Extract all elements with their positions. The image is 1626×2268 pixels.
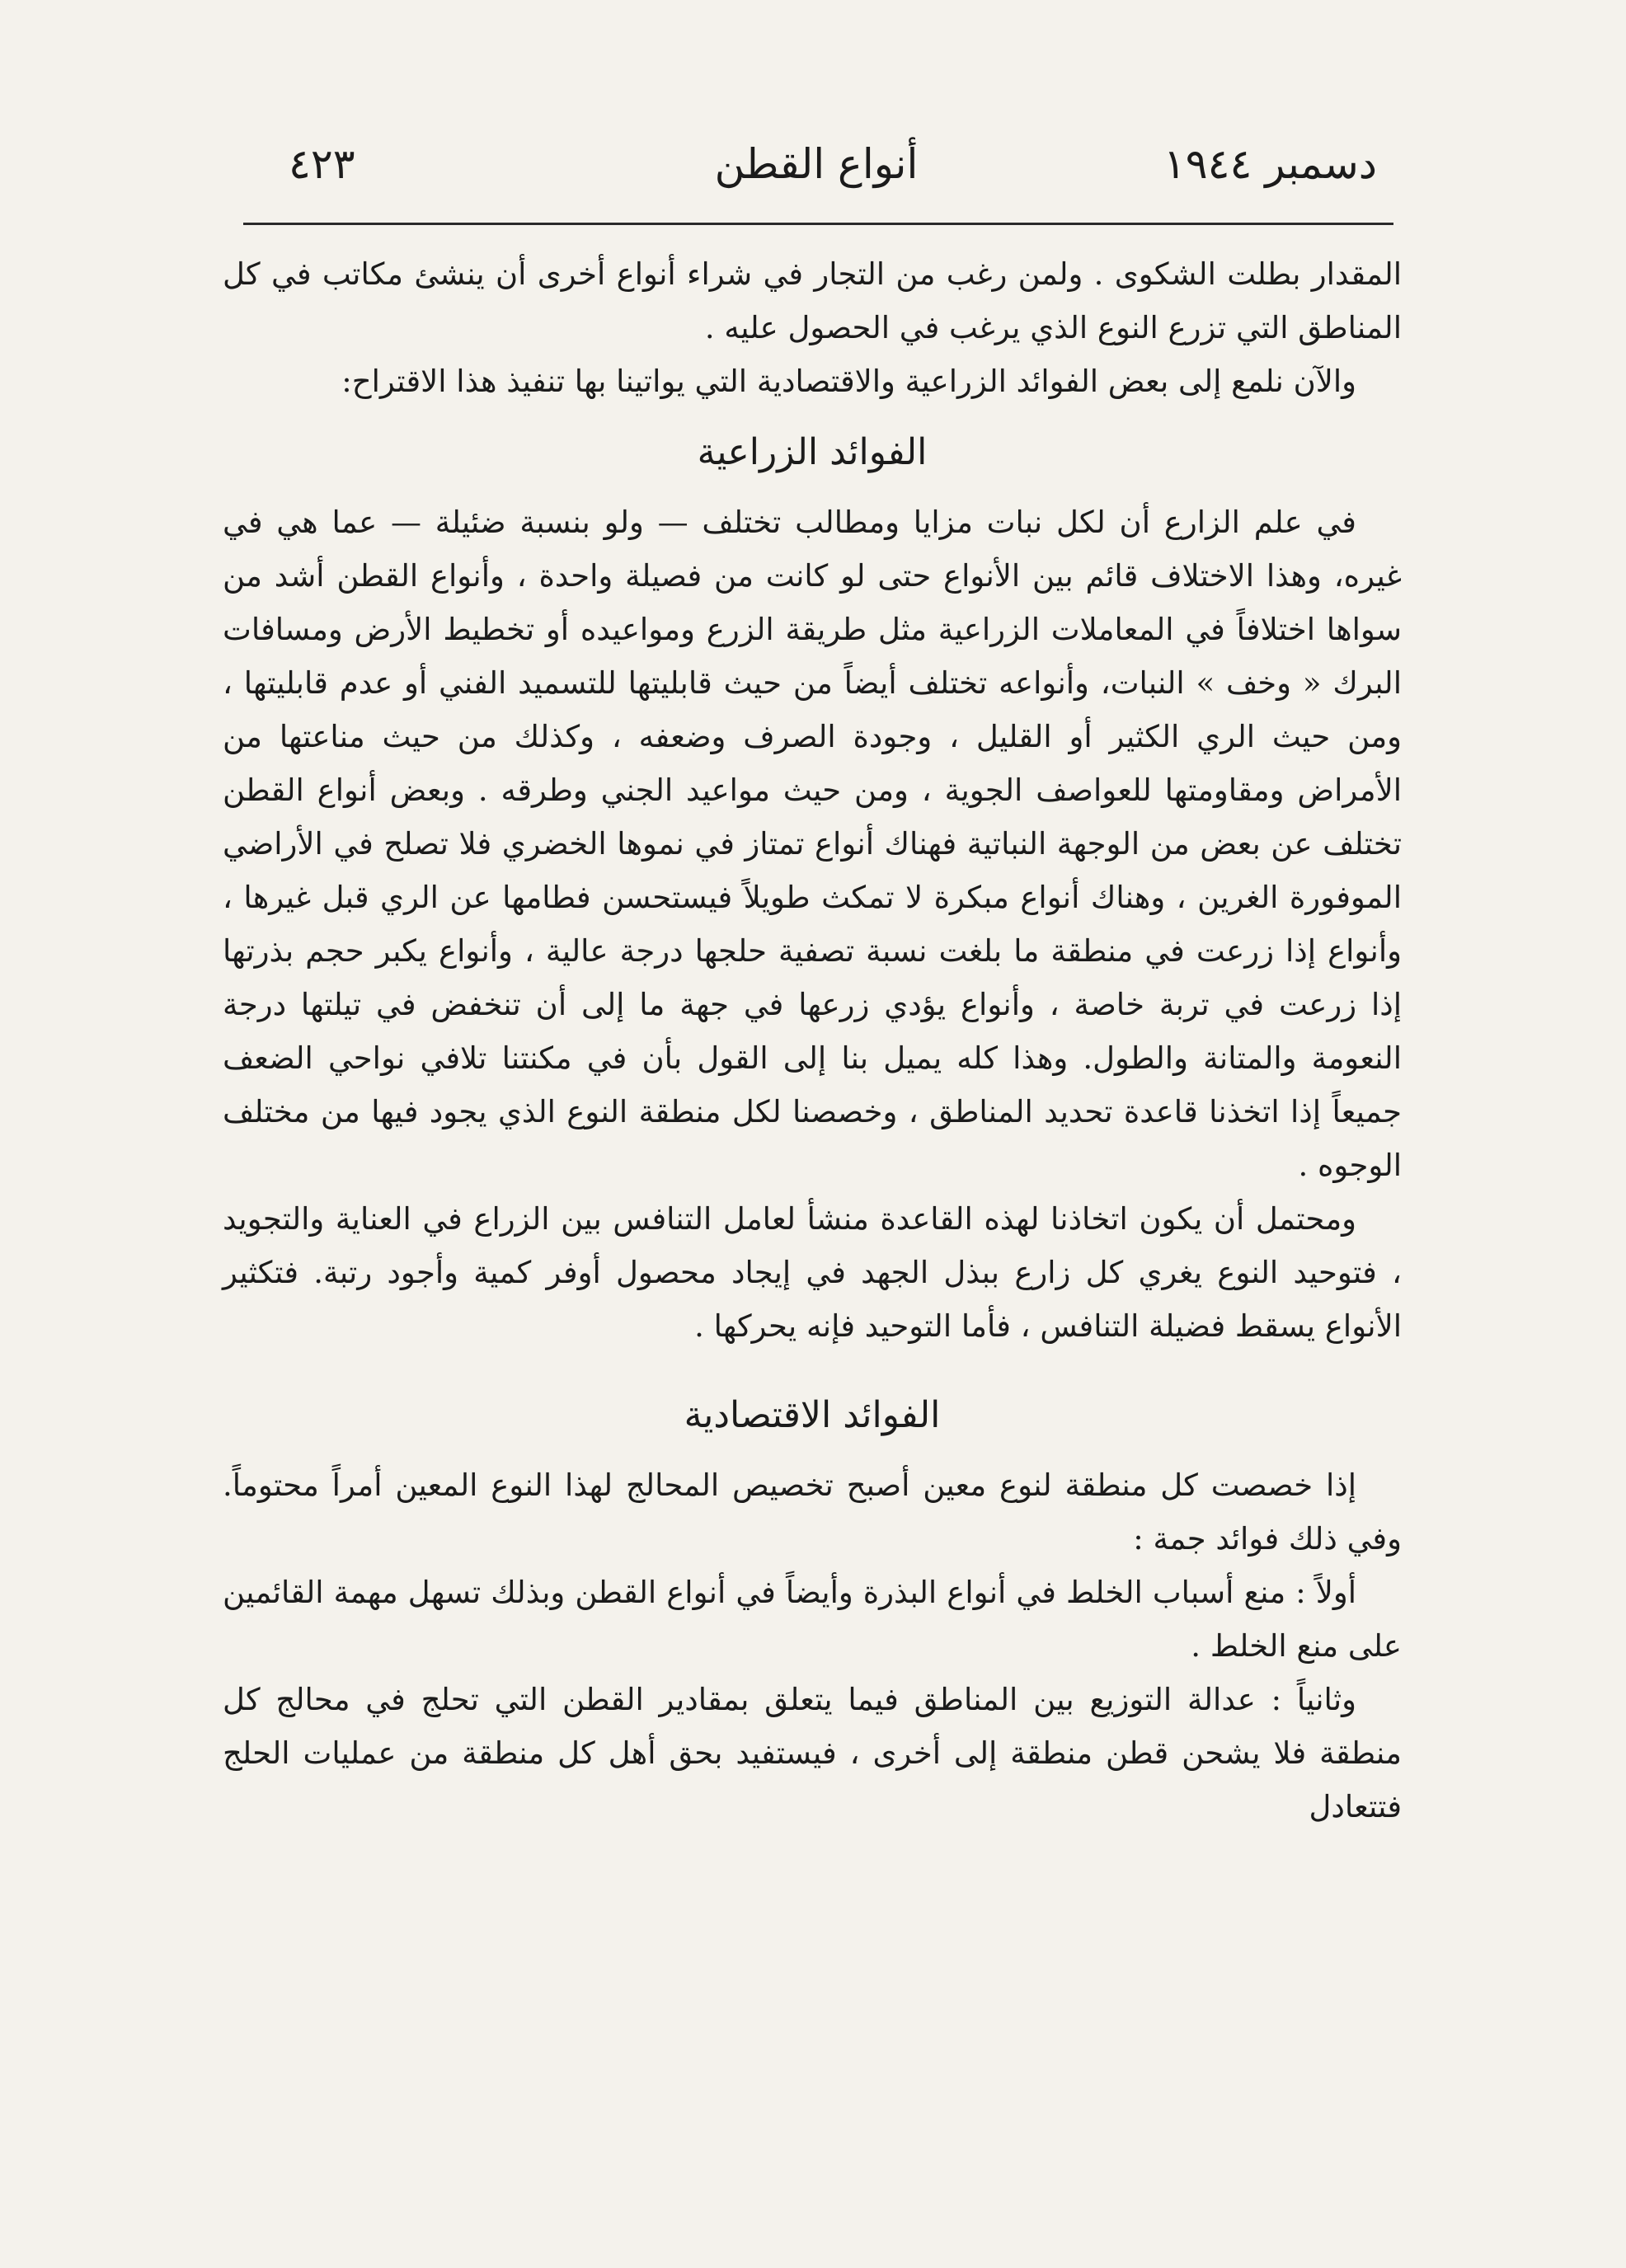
issue-date: دسمبر ١٩٤٤ [1163, 140, 1377, 188]
body-paragraph: إذا خصصت كل منطقة لنوع معين أصبح تخصيص المحالج لهذا النوع المعين أمراً محتوماً. وفي ذلك فوائد جمة : [223, 1467, 1402, 1557]
body-paragraph: في علم الزارع أن لكل نبات مزايا ومطالب تختلف — ولو بنسبة ضئيلة — عما هي في غيره، وهذا الاختلاف قائم بين الأنواع حتى لو كانت من فصيلة واحدة ، وأنواع القطن أشد من سواها اختلافاً في المعاملات الزراعية مثل طريقة الزرع ومواعيده أو تخطيط الأرض ومسافات البرك « وخف » النبات، وأنواعه تختلف أيضاً من حيث قابليتها للتسميد الفني أو عدم قابليتها ، ومن حيث الري الكثير أو القليل ، وجودة الصرف وضعفه ، وكذلك من حيث مناعتها من الأمراض ومقاومتها للعواصف الجوية ، ومن حيث مواعيد الجني وطرقه . وبعض أنواع القطن تختلف عن بعض من الوجهة النباتية فهناك أنواع تمتاز في نموها الخضري فلا تصلح في الأراضي الموفورة الغرين ، وهناك أنواع مبكرة لا تمكث طويلاً فيستحسن فطامها عن الري قبل غيرها ، وأنواع إذا زرعت في منطقة ما بلغت نسبة تصفية حلجها درجة عالية ، وأنواع يكبر حجم بذرتها إذا زرعت في تربة خاصة ، وأنواع يؤدي زرعها في جهة ما إلى أن تنخفض في تيلتها درجة النعومة والمتانة والطول. وهذا كله يميل بنا إلى القول بأن في مكنتنا تلافي نواحي الضعف جميعاً إذا اتخذنا قاعدة تحديد المناطق ، وخصصنا لكل منطقة النوع الذي يجود فيها من مختلف الوجوه . [223, 505, 1403, 1183]
section-heading-economic: الفوائد الاقتصادية [684, 1394, 941, 1436]
article-body [223, 247, 1402, 1834]
running-title: أنواع القطن [714, 140, 919, 188]
page-number: ٤٢٣ [289, 140, 355, 188]
numbered-paragraph: وثانياً : عدالة التوزيع بين المناطق فيما يتعلق بمقادير القطن التي تحلج في محالج كل منطقة فلا يشحن قطن منطقة إلى أخرى ، فيستفيد بحق أهل كل منطقة من عمليات الحلج فتتعادل [223, 1682, 1402, 1824]
intro-paragraph: والآن نلمع إلى بعض الفوائد الزراعية والاقتصادية التي يواتينا بها تنفيذ هذا الاقتراح: [341, 364, 1356, 399]
numbered-paragraph: أولاً : منع أسباب الخلط في أنواع البذرة وأيضاً في أنواع القطن وبذلك تسهل مهمة القائمين على منع الخلط . [223, 1575, 1402, 1664]
body-paragraph: ومحتمل أن يكون اتخاذنا لهذه القاعدة منشأ لعامل التنافس بين الزراع في العناية والتجويد ، فتوحيد النوع يغري كل زارع ببذل الجهد في إيجاد محصول أوفر كمية وأجود رتبة. فتكثير الأنواع يسقط فضيلة التنافس ، فأما التوحيد فإنه يحركها . [223, 1201, 1402, 1344]
page-header [239, 140, 1393, 214]
intro-paragraph: المقدار بطلت الشكوى . ولمن رغب من التجار في شراء أنواع أخرى أن ينشئ مكاتب في كل المناطق التي تزرع النوع الذي يرغب في الحصول عليه . [223, 256, 1402, 345]
section-heading-agricultural: الفوائد الزراعية [697, 431, 928, 473]
header-rule [243, 223, 1393, 225]
